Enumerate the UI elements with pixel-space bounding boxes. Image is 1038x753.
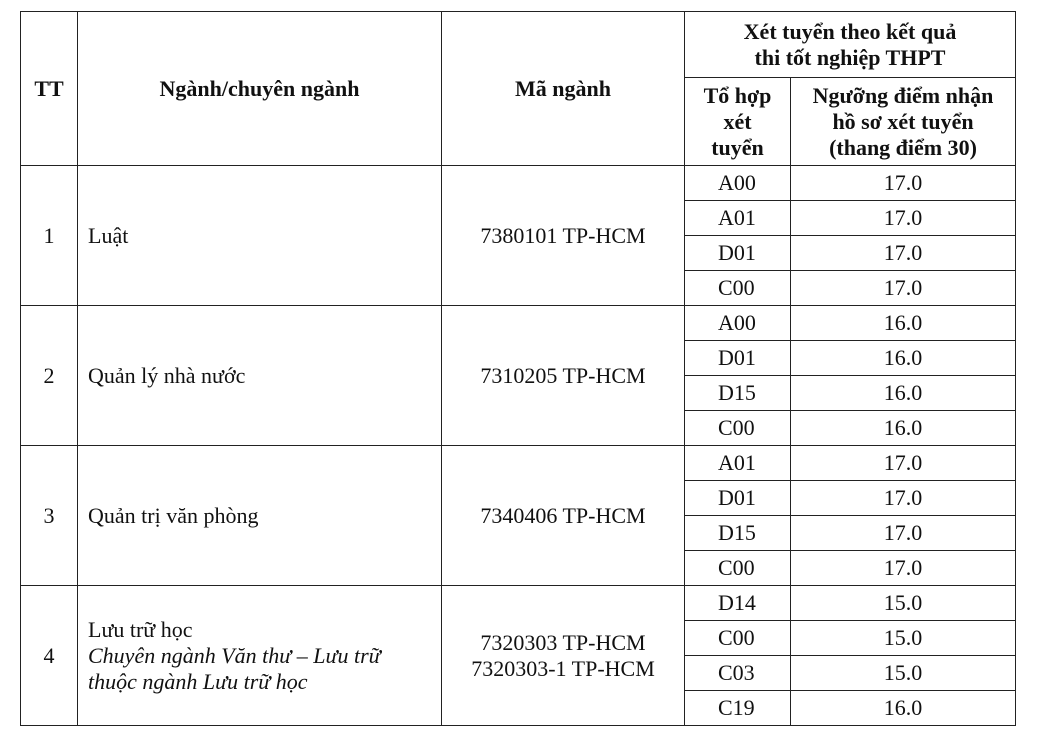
table-row <box>21 306 1016 341</box>
row-score: 17.0 <box>791 236 1016 271</box>
row-score: 16.0 <box>791 341 1016 376</box>
header-group-exam-results <box>685 12 1016 78</box>
row-score: 16.0 <box>791 691 1016 726</box>
row-combo: A01 <box>685 201 791 236</box>
row-combo: A00 <box>685 306 791 341</box>
row-score: 17.0 <box>791 166 1016 201</box>
row-major-sub-line-2: thuộc ngành Lưu trữ học <box>88 668 308 694</box>
row-code: 7380101 TP-HCM <box>442 166 685 306</box>
row-combo: D01 <box>685 236 791 271</box>
row-combo: D15 <box>685 376 791 411</box>
row-combo: A00 <box>685 166 791 201</box>
row-code <box>442 586 685 726</box>
row-score: 15.0 <box>791 621 1016 656</box>
row-score: 17.0 <box>791 201 1016 236</box>
header-combo-line-3: tuyển <box>711 134 764 160</box>
header-threshold-line-2: hồ sơ xét tuyển <box>832 108 974 134</box>
header-group-line-2: thi tốt nghiệp THPT <box>754 44 946 70</box>
row-score: 16.0 <box>791 306 1016 341</box>
row-tt: 4 <box>21 586 78 726</box>
header-combo-line-1: Tổ hợp <box>703 82 772 108</box>
header-combo-line-2: xét <box>723 108 752 134</box>
row-major-sub-line-1: Chuyên ngành Văn thư – Lưu trữ <box>88 642 381 668</box>
row-combo: D15 <box>685 516 791 551</box>
row-combo: C00 <box>685 271 791 306</box>
row-combo: C00 <box>685 551 791 586</box>
row-code: 7310205 TP-HCM <box>442 306 685 446</box>
header-code: Mã ngành <box>442 12 685 166</box>
row-score: 16.0 <box>791 411 1016 446</box>
row-code-line-1: 7320303 TP-HCM <box>480 629 646 655</box>
row-score: 17.0 <box>791 271 1016 306</box>
row-combo: D01 <box>685 481 791 516</box>
admission-threshold-table <box>20 11 1016 726</box>
row-combo: C19 <box>685 691 791 726</box>
table-row <box>21 166 1016 201</box>
row-major: Quản trị văn phòng <box>78 446 442 586</box>
header-tt: TT <box>21 12 78 166</box>
row-score: 17.0 <box>791 481 1016 516</box>
row-major: Luật <box>78 166 442 306</box>
row-tt: 2 <box>21 306 78 446</box>
header-combo <box>685 78 791 166</box>
row-combo: D14 <box>685 586 791 621</box>
row-tt: 3 <box>21 446 78 586</box>
row-score: 17.0 <box>791 516 1016 551</box>
table-row <box>21 586 1016 621</box>
header-major: Ngành/chuyên ngành <box>78 12 442 166</box>
row-score: 16.0 <box>791 376 1016 411</box>
row-major <box>78 586 442 726</box>
row-combo: C03 <box>685 656 791 691</box>
row-major-title: Lưu trữ học <box>88 616 193 642</box>
row-combo: A01 <box>685 446 791 481</box>
header-threshold-line-3: (thang điểm 30) <box>829 134 977 160</box>
header-row-1 <box>21 12 1016 78</box>
row-combo: C00 <box>685 411 791 446</box>
row-score: 17.0 <box>791 446 1016 481</box>
header-threshold-line-1: Ngưỡng điểm nhận <box>812 82 994 108</box>
header-group-line-1: Xét tuyển theo kết quả <box>743 18 957 44</box>
row-code-line-2: 7320303-1 TP-HCM <box>471 655 655 681</box>
table-row <box>21 446 1016 481</box>
row-score: 17.0 <box>791 551 1016 586</box>
row-score: 15.0 <box>791 586 1016 621</box>
row-tt: 1 <box>21 166 78 306</box>
row-code: 7340406 TP-HCM <box>442 446 685 586</box>
row-major: Quản lý nhà nước <box>78 306 442 446</box>
row-score: 15.0 <box>791 656 1016 691</box>
row-combo: D01 <box>685 341 791 376</box>
row-combo: C00 <box>685 621 791 656</box>
header-threshold <box>791 78 1016 166</box>
